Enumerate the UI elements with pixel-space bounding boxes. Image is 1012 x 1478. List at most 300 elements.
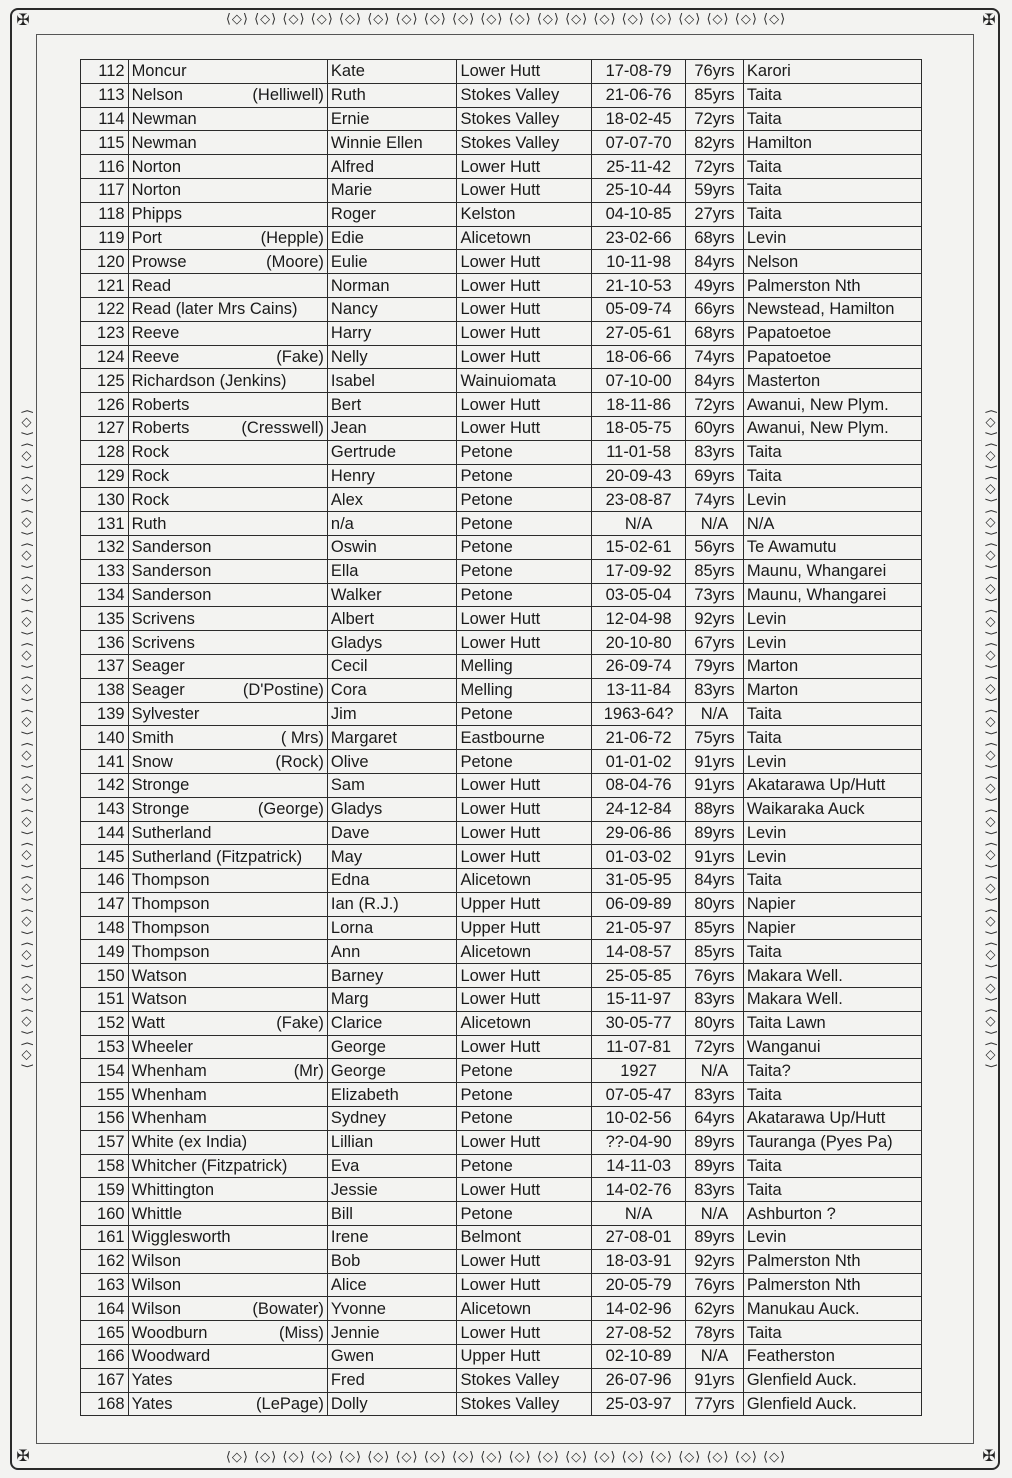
record-number: 153	[81, 1035, 129, 1059]
surname-note: (Fake)	[276, 347, 324, 366]
surname-cell	[128, 964, 327, 988]
surname-cell	[128, 845, 327, 869]
burial-place-cell: Napier	[743, 916, 921, 940]
table-row	[81, 1154, 922, 1178]
surname-text: Wheeler	[131, 1038, 194, 1057]
record-number: 148	[81, 916, 129, 940]
date-cell: 10-11-98	[592, 250, 686, 274]
first-name-cell: Olive	[327, 750, 457, 774]
surname-text: Whittle	[131, 1204, 182, 1223]
surname-cell	[128, 1392, 327, 1416]
surname-cell	[128, 512, 327, 536]
date-cell: 15-02-61	[592, 535, 686, 559]
location-cell: Lower Hutt	[457, 321, 592, 345]
first-name-cell: Gwen	[327, 1345, 457, 1369]
surname-text: White (ex India)	[131, 1133, 248, 1152]
first-name-cell: Albert	[327, 607, 457, 631]
first-name-cell: Ernie	[327, 107, 457, 131]
record-number: 165	[81, 1321, 129, 1345]
surname-note: (Miss)	[279, 1323, 324, 1342]
surname-text: Yates	[131, 1371, 173, 1390]
surname-text: Whittington	[131, 1180, 215, 1199]
record-number: 154	[81, 1059, 129, 1083]
surname-cell	[128, 369, 327, 393]
location-cell: Petone	[457, 702, 592, 726]
record-number: 116	[81, 155, 129, 179]
table-row	[81, 702, 922, 726]
border-pattern-top: ⟨◇⟩ ⟨◇⟩ ⟨◇⟩ ⟨◇⟩ ⟨◇⟩ ⟨◇⟩ ⟨◇⟩ ⟨◇⟩ ⟨◇⟩ ⟨◇⟩ ⟨◇⟩ ⟨◇⟩ ⟨◇⟩ ⟨◇⟩ ⟨◇⟩ ⟨◇⟩ ⟨◇⟩ ⟨◇⟩ ⟨◇⟩ ⟨◇⟩	[225, 12, 787, 27]
burial-place-cell: Taita?	[743, 1059, 921, 1083]
surname-cell	[128, 583, 327, 607]
burial-place-cell: N/A	[743, 512, 921, 536]
burial-place-cell: Taita	[743, 178, 921, 202]
date-cell: 14-11-03	[592, 1154, 686, 1178]
age-cell: 89yrs	[686, 821, 744, 845]
date-cell: 24-12-84	[592, 797, 686, 821]
surname-text: Richardson (Jenkins)	[131, 371, 287, 390]
surname-text: Norton	[131, 181, 182, 200]
surname-cell	[128, 1297, 327, 1321]
record-number: 139	[81, 702, 129, 726]
date-cell: N/A	[592, 512, 686, 536]
table-row	[81, 631, 922, 655]
surname-cell	[128, 535, 327, 559]
first-name-cell: Walker	[327, 583, 457, 607]
location-cell: Petone	[457, 512, 592, 536]
first-name-cell: Isabel	[327, 369, 457, 393]
location-cell: Lower Hutt	[457, 797, 592, 821]
surname-text: Whenham	[131, 1109, 207, 1128]
date-cell: ??-04-90	[592, 1130, 686, 1154]
first-name-cell: Oswin	[327, 535, 457, 559]
age-cell: 68yrs	[686, 226, 744, 250]
surname-text: Wilson	[131, 1252, 182, 1271]
first-name-cell: Sydney	[327, 1107, 457, 1131]
surname-text: Moncur	[131, 62, 187, 81]
border-pattern-left: ⟨◇⟩ ⟨◇⟩ ⟨◇⟩ ⟨◇⟩ ⟨◇⟩ ⟨◇⟩ ⟨◇⟩ ⟨◇⟩ ⟨◇⟩ ⟨◇⟩ ⟨◇⟩ ⟨◇⟩ ⟨◇⟩ ⟨◇⟩ ⟨◇⟩ ⟨◇⟩ ⟨◇⟩ ⟨◇⟩ ⟨◇⟩ ⟨◇⟩	[19, 408, 34, 1070]
date-cell: 27-08-52	[592, 1321, 686, 1345]
date-cell: 15-11-97	[592, 988, 686, 1012]
date-cell: 25-03-97	[592, 1392, 686, 1416]
record-number: 136	[81, 631, 129, 655]
table-row	[81, 535, 922, 559]
location-cell: Stokes Valley	[457, 1392, 592, 1416]
surname-text: Scrivens	[131, 633, 195, 652]
burial-place-cell: Levin	[743, 845, 921, 869]
age-cell: N/A	[686, 1059, 744, 1083]
date-cell: 11-01-58	[592, 440, 686, 464]
burial-place-cell: Taita	[743, 1154, 921, 1178]
date-cell: 14-02-76	[592, 1178, 686, 1202]
table-row	[81, 916, 922, 940]
age-cell: N/A	[686, 1202, 744, 1226]
burial-place-cell: Ashburton ?	[743, 1202, 921, 1226]
surname-note: (D'Postine)	[242, 681, 324, 700]
age-cell: 83yrs	[686, 988, 744, 1012]
burial-place-cell: Featherston	[743, 1345, 921, 1369]
burial-place-cell: Marton	[743, 678, 921, 702]
burial-place-cell: Makara Well.	[743, 964, 921, 988]
burial-place-cell: Makara Well.	[743, 988, 921, 1012]
burial-place-cell: Taita	[743, 202, 921, 226]
surname-text: Roberts	[131, 419, 190, 438]
surname-text: Whenham	[131, 1061, 207, 1080]
burial-place-cell: Taita	[743, 940, 921, 964]
first-name-cell: Clarice	[327, 1011, 457, 1035]
table-row	[81, 964, 922, 988]
table-row	[81, 107, 922, 131]
location-cell: Stokes Valley	[457, 83, 592, 107]
age-cell: 88yrs	[686, 797, 744, 821]
table-row	[81, 1297, 922, 1321]
surname-cell	[128, 1249, 327, 1273]
surname-cell	[128, 1178, 327, 1202]
date-cell: 26-07-96	[592, 1368, 686, 1392]
record-number: 143	[81, 797, 129, 821]
burial-place-cell: Akatarawa Up/Hutt	[743, 773, 921, 797]
age-cell: 72yrs	[686, 393, 744, 417]
age-cell: 74yrs	[686, 488, 744, 512]
first-name-cell: Eva	[327, 1154, 457, 1178]
first-name-cell: Henry	[327, 464, 457, 488]
border-pattern-right: ⟨◇⟩ ⟨◇⟩ ⟨◇⟩ ⟨◇⟩ ⟨◇⟩ ⟨◇⟩ ⟨◇⟩ ⟨◇⟩ ⟨◇⟩ ⟨◇⟩ ⟨◇⟩ ⟨◇⟩ ⟨◇⟩ ⟨◇⟩ ⟨◇⟩ ⟨◇⟩ ⟨◇⟩ ⟨◇⟩ ⟨◇⟩ ⟨◇⟩	[983, 408, 998, 1070]
surname-text: Sanderson	[131, 562, 212, 581]
record-number: 161	[81, 1226, 129, 1250]
record-number: 159	[81, 1178, 129, 1202]
surname-cell	[128, 178, 327, 202]
first-name-cell: Lillian	[327, 1130, 457, 1154]
table-row	[81, 393, 922, 417]
location-cell: Petone	[457, 535, 592, 559]
date-cell: 25-05-85	[592, 964, 686, 988]
age-cell: 68yrs	[686, 321, 744, 345]
date-cell: 20-05-79	[592, 1273, 686, 1297]
table-row	[81, 1202, 922, 1226]
table-row	[81, 845, 922, 869]
location-cell: Petone	[457, 464, 592, 488]
age-cell: 89yrs	[686, 1130, 744, 1154]
first-name-cell: Barney	[327, 964, 457, 988]
age-cell: 49yrs	[686, 274, 744, 298]
surname-text: Rock	[131, 490, 170, 509]
record-number: 129	[81, 464, 129, 488]
table-row	[81, 488, 922, 512]
first-name-cell: Fred	[327, 1368, 457, 1392]
first-name-cell: Gertrude	[327, 440, 457, 464]
first-name-cell: Ann	[327, 940, 457, 964]
first-name-cell: Sam	[327, 773, 457, 797]
age-cell: 80yrs	[686, 892, 744, 916]
date-cell: 25-11-42	[592, 155, 686, 179]
record-number: 155	[81, 1083, 129, 1107]
location-cell: Alicetown	[457, 1297, 592, 1321]
location-cell: Lower Hutt	[457, 155, 592, 179]
surname-note: ( Mrs)	[280, 728, 324, 747]
surname-text: Stronge	[131, 776, 190, 795]
surname-cell	[128, 750, 327, 774]
surname-cell	[128, 726, 327, 750]
surname-text: Snow	[131, 752, 173, 771]
surname-text: Sanderson	[131, 538, 212, 557]
surname-cell	[128, 226, 327, 250]
age-cell: 76yrs	[686, 60, 744, 84]
age-cell: 92yrs	[686, 607, 744, 631]
record-number: 152	[81, 1011, 129, 1035]
record-number: 168	[81, 1392, 129, 1416]
surname-note: (Helliwell)	[252, 86, 324, 105]
location-cell: Petone	[457, 1202, 592, 1226]
age-cell: 73yrs	[686, 583, 744, 607]
age-cell: 91yrs	[686, 750, 744, 774]
record-number: 146	[81, 869, 129, 893]
date-cell: 26-09-74	[592, 654, 686, 678]
table-row	[81, 988, 922, 1012]
age-cell: 62yrs	[686, 1297, 744, 1321]
record-number: 166	[81, 1345, 129, 1369]
record-number: 122	[81, 297, 129, 321]
table-row	[81, 1083, 922, 1107]
date-cell: 02-10-89	[592, 1345, 686, 1369]
location-cell: Lower Hutt	[457, 345, 592, 369]
table-row	[81, 1345, 922, 1369]
burial-place-cell: Awanui, New Plym.	[743, 393, 921, 417]
surname-text: Prowse	[131, 252, 187, 271]
burial-place-cell: Taita	[743, 869, 921, 893]
burial-place-cell: Taita	[743, 1083, 921, 1107]
date-cell: 01-03-02	[592, 845, 686, 869]
surname-cell	[128, 869, 327, 893]
surname-cell	[128, 250, 327, 274]
age-cell: 85yrs	[686, 940, 744, 964]
surname-text: Seager	[131, 657, 185, 676]
surname-text: Watson	[131, 966, 187, 985]
location-cell: Kelston	[457, 202, 592, 226]
record-number: 112	[81, 60, 129, 84]
first-name-cell: Dave	[327, 821, 457, 845]
burial-place-cell: Levin	[743, 488, 921, 512]
first-name-cell: Cora	[327, 678, 457, 702]
table-row	[81, 821, 922, 845]
first-name-cell: Cecil	[327, 654, 457, 678]
first-name-cell: Harry	[327, 321, 457, 345]
surname-note: (Fake)	[276, 1014, 324, 1033]
record-number: 114	[81, 107, 129, 131]
record-number: 144	[81, 821, 129, 845]
first-name-cell: Ruth	[327, 83, 457, 107]
date-cell: 23-02-66	[592, 226, 686, 250]
first-name-cell: Lorna	[327, 916, 457, 940]
surname-cell	[128, 1107, 327, 1131]
table-row	[81, 274, 922, 298]
surname-cell	[128, 1202, 327, 1226]
age-cell: 80yrs	[686, 1011, 744, 1035]
location-cell: Lower Hutt	[457, 1273, 592, 1297]
location-cell: Melling	[457, 678, 592, 702]
first-name-cell: Winnie Ellen	[327, 131, 457, 155]
record-number: 145	[81, 845, 129, 869]
location-cell: Stokes Valley	[457, 107, 592, 131]
surname-cell	[128, 60, 327, 84]
age-cell: 85yrs	[686, 916, 744, 940]
record-number: 163	[81, 1273, 129, 1297]
first-name-cell: Alice	[327, 1273, 457, 1297]
table-row	[81, 559, 922, 583]
table-row	[81, 416, 922, 440]
date-cell: 1963-64?	[592, 702, 686, 726]
surname-cell	[128, 1035, 327, 1059]
burial-place-cell: Taita Lawn	[743, 1011, 921, 1035]
table-row	[81, 440, 922, 464]
corner-ornament-icon: ✠	[16, 1448, 30, 1465]
surname-text: Roberts	[131, 395, 190, 414]
surname-text: Ruth	[131, 514, 167, 533]
surname-cell	[128, 1083, 327, 1107]
location-cell: Belmont	[457, 1226, 592, 1250]
surname-text: Sanderson	[131, 585, 212, 604]
age-cell: 84yrs	[686, 369, 744, 393]
surname-cell	[128, 892, 327, 916]
date-cell: 07-05-47	[592, 1083, 686, 1107]
age-cell: N/A	[686, 702, 744, 726]
burial-place-cell: Manukau Auck.	[743, 1297, 921, 1321]
surname-text: Read (later Mrs Cains)	[131, 300, 298, 319]
surname-text: Thompson	[131, 919, 210, 938]
burial-place-cell: Levin	[743, 631, 921, 655]
burial-place-cell: Newstead, Hamilton	[743, 297, 921, 321]
record-number: 135	[81, 607, 129, 631]
surname-text: Watt	[131, 1014, 165, 1033]
date-cell: 20-09-43	[592, 464, 686, 488]
surname-text: Woodburn	[131, 1323, 208, 1342]
location-cell: Upper Hutt	[457, 1345, 592, 1369]
table-row	[81, 131, 922, 155]
table-row	[81, 369, 922, 393]
age-cell: 85yrs	[686, 83, 744, 107]
surname-cell	[128, 654, 327, 678]
first-name-cell: Norman	[327, 274, 457, 298]
surname-cell	[128, 1011, 327, 1035]
location-cell: Lower Hutt	[457, 1178, 592, 1202]
surname-cell	[128, 155, 327, 179]
surname-cell	[128, 83, 327, 107]
location-cell: Petone	[457, 440, 592, 464]
surname-text: Newman	[131, 133, 197, 152]
surname-text: Norton	[131, 157, 182, 176]
burial-place-cell: Taita	[743, 1321, 921, 1345]
location-cell: Lower Hutt	[457, 274, 592, 298]
record-number: 160	[81, 1202, 129, 1226]
surname-text: Phipps	[131, 205, 183, 224]
date-cell: 14-02-96	[592, 1297, 686, 1321]
surname-text: Thompson	[131, 871, 210, 890]
burial-place-cell: Palmerston Nth	[743, 1273, 921, 1297]
table-row	[81, 83, 922, 107]
date-cell: 17-09-92	[592, 559, 686, 583]
first-name-cell: Gladys	[327, 797, 457, 821]
first-name-cell: Edie	[327, 226, 457, 250]
surname-text: Whitcher (Fitzpatrick)	[131, 1157, 288, 1176]
table-row	[81, 1321, 922, 1345]
surname-cell	[128, 1345, 327, 1369]
first-name-cell: Margaret	[327, 726, 457, 750]
first-name-cell: Bert	[327, 393, 457, 417]
first-name-cell: Marie	[327, 178, 457, 202]
location-cell: Upper Hutt	[457, 892, 592, 916]
burial-place-cell: Glenfield Auck.	[743, 1392, 921, 1416]
surname-text: Reeve	[131, 347, 180, 366]
surname-cell	[128, 464, 327, 488]
surname-cell	[128, 1130, 327, 1154]
location-cell: Petone	[457, 750, 592, 774]
age-cell: 84yrs	[686, 250, 744, 274]
date-cell: 17-08-79	[592, 60, 686, 84]
surname-text: Rock	[131, 466, 170, 485]
table-row	[81, 345, 922, 369]
burial-place-cell: Taita	[743, 107, 921, 131]
table-row	[81, 1107, 922, 1131]
burial-place-cell: Levin	[743, 226, 921, 250]
first-name-cell: Dolly	[327, 1392, 457, 1416]
location-cell: Alicetown	[457, 1011, 592, 1035]
first-name-cell: May	[327, 845, 457, 869]
surname-cell	[128, 416, 327, 440]
surname-cell	[128, 202, 327, 226]
date-cell: 27-08-01	[592, 1226, 686, 1250]
location-cell: Lower Hutt	[457, 607, 592, 631]
surname-cell	[128, 321, 327, 345]
age-cell: 79yrs	[686, 654, 744, 678]
surname-text: Port	[131, 228, 162, 247]
burial-place-cell: Tauranga (Pyes Pa)	[743, 1130, 921, 1154]
record-number: 131	[81, 512, 129, 536]
surname-text: Sutherland (Fitzpatrick)	[131, 847, 303, 866]
burial-place-cell: Te Awamutu	[743, 535, 921, 559]
age-cell: 89yrs	[686, 1154, 744, 1178]
surname-text: Whenham	[131, 1085, 207, 1104]
age-cell: 78yrs	[686, 1321, 744, 1345]
burial-place-cell: Marton	[743, 654, 921, 678]
burial-records-table	[80, 59, 922, 1416]
table-row	[81, 60, 922, 84]
surname-note: (Rock)	[275, 752, 324, 771]
surname-cell	[128, 488, 327, 512]
surname-cell	[128, 440, 327, 464]
table-row	[81, 464, 922, 488]
surname-note: (LePage)	[256, 1395, 324, 1414]
table-row	[81, 202, 922, 226]
burial-place-cell: Taita	[743, 83, 921, 107]
age-cell: N/A	[686, 1345, 744, 1369]
record-number: 150	[81, 964, 129, 988]
date-cell: 18-02-45	[592, 107, 686, 131]
surname-text: Woodward	[131, 1347, 211, 1366]
age-cell: 82yrs	[686, 131, 744, 155]
first-name-cell: Jennie	[327, 1321, 457, 1345]
location-cell: Lower Hutt	[457, 250, 592, 274]
surname-text: Thompson	[131, 942, 210, 961]
surname-text: Wilson	[131, 1276, 182, 1295]
location-cell: Petone	[457, 1154, 592, 1178]
surname-note: (Moore)	[266, 252, 324, 271]
age-cell: 83yrs	[686, 678, 744, 702]
table-row	[81, 321, 922, 345]
location-cell: Lower Hutt	[457, 631, 592, 655]
table-row	[81, 1178, 922, 1202]
surname-cell	[128, 631, 327, 655]
first-name-cell: Gladys	[327, 631, 457, 655]
age-cell: 91yrs	[686, 773, 744, 797]
age-cell: 72yrs	[686, 1035, 744, 1059]
